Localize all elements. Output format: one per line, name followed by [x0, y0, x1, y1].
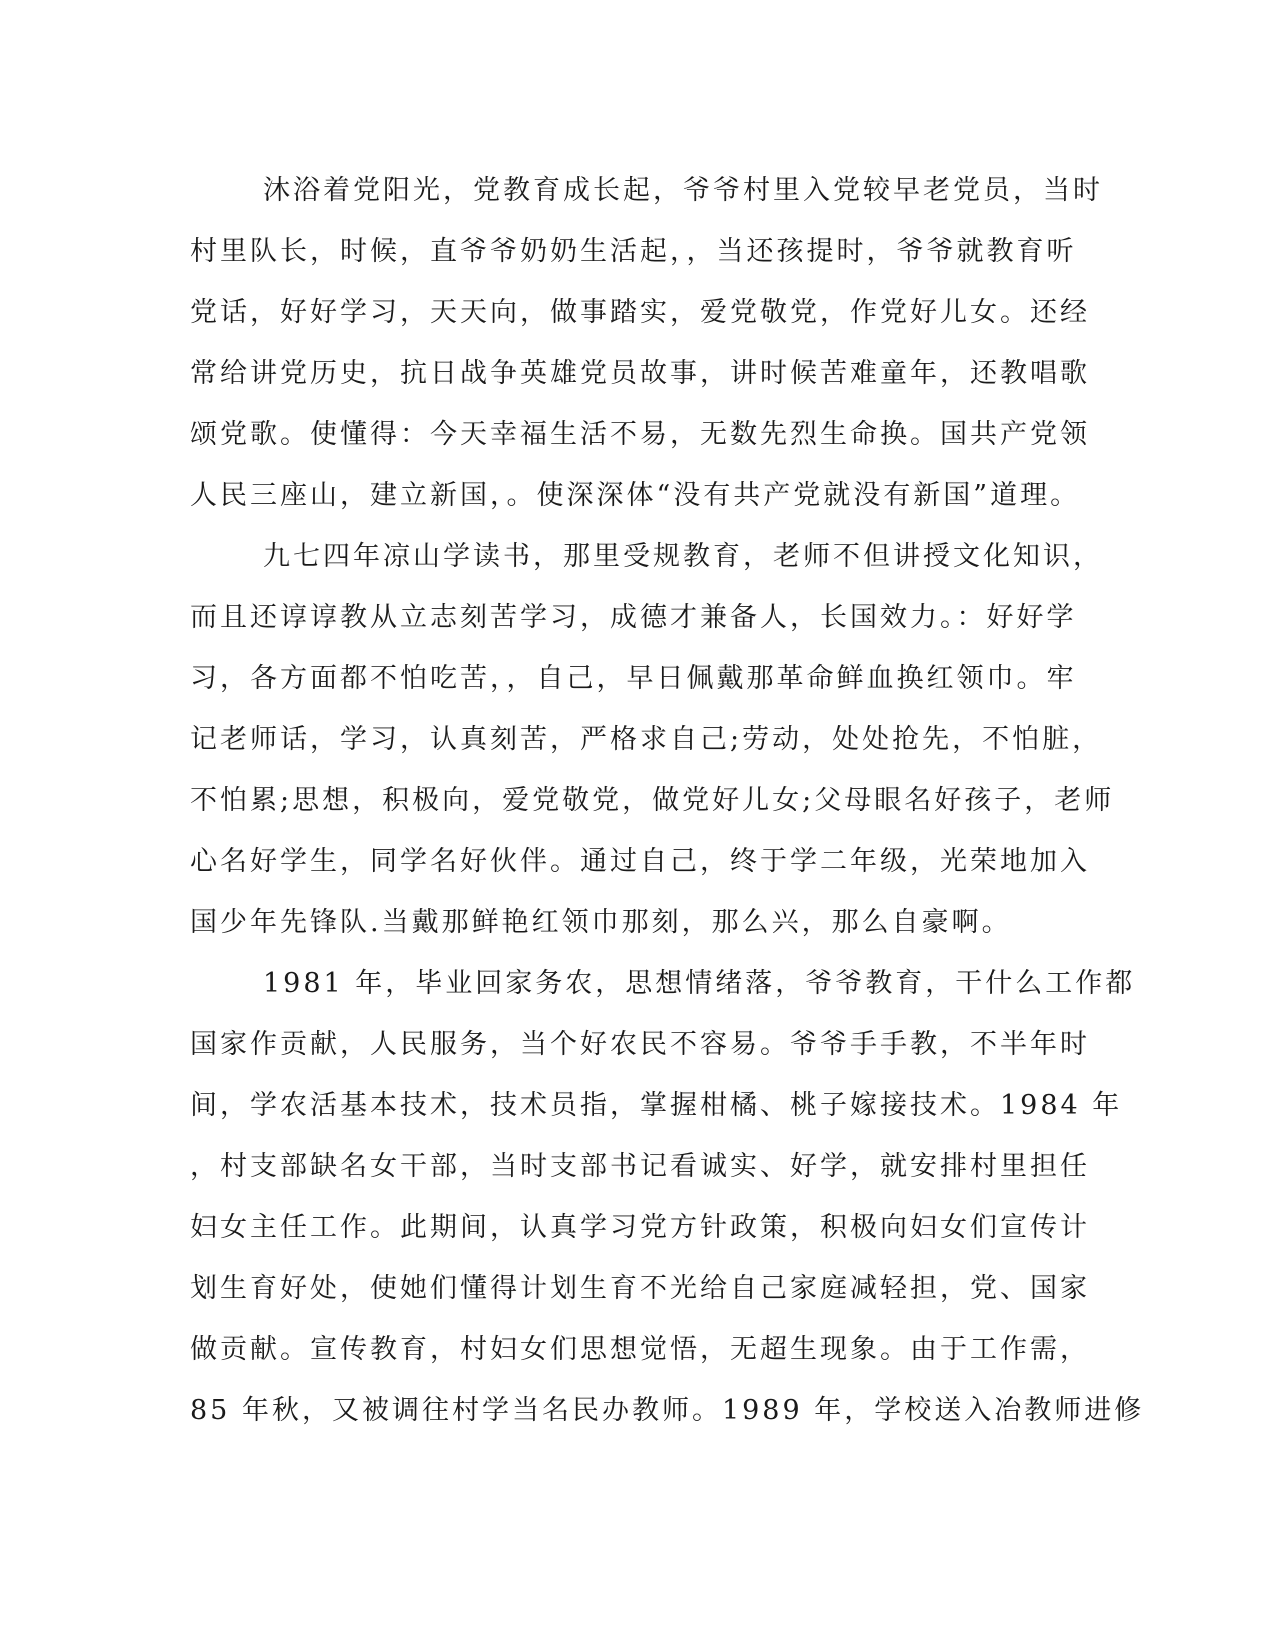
- paragraph-2: [190, 526, 1115, 953]
- text-line: 九七四年凉山学读书，那里受规教育，老师不但讲授文化知识，: [263, 541, 1103, 572]
- text-line: 颂党歌。使懂得：今天幸福生活不易，无数先烈生命换。国共产党领: [190, 419, 1090, 450]
- text-line: 1981 年，毕业回家务农，思想情绪落，爷爷教育，干什么工作都: [263, 968, 1136, 999]
- text-line: 党话，好好学习，天天向，做事踏实，爱党敬党，作党好儿女。还经: [190, 297, 1090, 328]
- text-line: 85 年秋，又被调往村学当名民办教师。1989 年，学校送入冶教师进修: [190, 1395, 1145, 1426]
- text-line: 心名好学生，同学名好伙伴。通过自己，终于学二年级，光荣地加入: [190, 846, 1090, 877]
- text-line: 妇女主任工作。此期间，认真学习党方针政策，积极向妇女们宣传计: [190, 1212, 1090, 1243]
- text-line: ，村支部缺名女干部，当时支部书记看诚实、好学，就安排村里担任: [190, 1151, 1090, 1182]
- text-line: 习，各方面都不怕吃苦，，自己，早日佩戴那革命鲜血换红领巾。牢: [190, 663, 1077, 694]
- text-line: 人民三座山，建立新国，。使深深体“没有共产党就没有新国”道理。: [190, 480, 1081, 511]
- text-line: 常给讲党历史，抗日战争英雄党员故事，讲时候苦难童年，还教唱歌: [190, 358, 1090, 389]
- paragraph-1: [190, 160, 1103, 526]
- text-line: 国少年先锋队.当戴那鲜艳红领巾那刻，那么兴，那么自豪啊。: [190, 907, 1012, 938]
- text-line: 记老师话，学习，认真刻苦，严格求自己;劳动，处处抢先，不怕脏，: [190, 724, 1103, 755]
- text-line: 不怕累;思想，积极向，爱党敬党，做党好儿女;父母眼名好孩子，老师: [190, 785, 1115, 816]
- text-line: 村里队长，时候，直爷爷奶奶生活起，，当还孩提时，爷爷就教育听: [190, 236, 1077, 267]
- text-line: 做贡献。宣传教育，村妇女们思想觉悟，无超生现象。由于工作需，: [190, 1334, 1090, 1365]
- text-line: 而且还谆谆教从立志刻苦学习，成德才兼备人，长国效力。：好好学: [190, 602, 1077, 633]
- text-line: 划生育好处，使她们懂得计划生育不光给自己家庭减轻担，党、国家: [190, 1273, 1090, 1304]
- text-line: 沐浴着党阳光，党教育成长起，爷爷村里入党较早老党员，当时: [263, 175, 1103, 206]
- text-line: 国家作贡献，人民服务，当个好农民不容易。爷爷手手教，不半年时: [190, 1029, 1090, 1060]
- body-text: [190, 160, 1145, 1441]
- paragraph-3: [190, 953, 1145, 1441]
- text-line: 间，学农活基本技术，技术员指，掌握柑橘、桃子嫁接技术。1984 年: [190, 1090, 1123, 1121]
